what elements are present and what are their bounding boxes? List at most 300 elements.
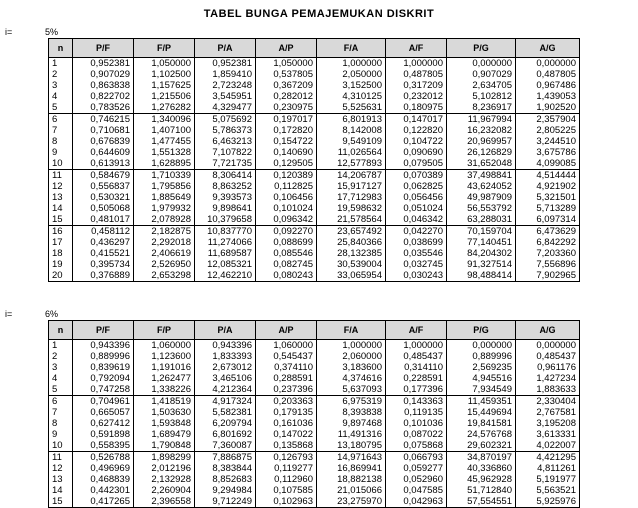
factor-cell: 0,120389 (256, 170, 317, 182)
factor-cell: 1,898299 (134, 452, 195, 464)
factor-cell: 0,282012 (256, 91, 317, 102)
factor-cell: 1,710339 (134, 170, 195, 182)
factor-cell: 0,746215 (73, 114, 134, 126)
factor-cell: 0,558395 (73, 440, 134, 452)
factor-cell: 0,487805 (516, 69, 580, 80)
column-header: A/G (516, 39, 580, 58)
factor-cell: 0,415521 (73, 248, 134, 259)
period-cell: 15 (49, 496, 73, 508)
factor-cell: 0,889996 (447, 351, 516, 362)
period-cell: 4 (49, 91, 73, 102)
column-header: P/G (447, 39, 516, 58)
factor-cell: 0,161036 (256, 418, 317, 429)
factor-cell: 5,713289 (516, 203, 580, 214)
factor-cell: 0,747258 (73, 384, 134, 396)
rate-value: 6% (45, 309, 59, 319)
factor-cell: 5,321501 (516, 192, 580, 203)
period-cell: 10 (49, 158, 73, 170)
factor-cell: 0,943396 (73, 340, 134, 352)
factor-cell: 0,197017 (256, 114, 317, 126)
factor-cell: 0,126793 (256, 452, 317, 464)
factor-cell: 0,442301 (73, 485, 134, 496)
factor-cell: 0,112825 (256, 181, 317, 192)
factor-cell: 0,487805 (386, 69, 447, 80)
table-row (49, 69, 580, 80)
table-row (49, 226, 580, 238)
factor-cell: 7,721735 (195, 158, 256, 170)
factor-cell: 57,554551 (447, 496, 516, 508)
factor-cell: 1,191016 (134, 362, 195, 373)
factor-cell: 7,360087 (195, 440, 256, 452)
table-row (49, 147, 580, 158)
factor-cell: 84,204302 (447, 248, 516, 259)
factor-cell: 0,943396 (195, 340, 256, 352)
factor-cell: 6,097314 (516, 214, 580, 226)
factor-cell: 0,505068 (73, 203, 134, 214)
factor-cell: 4,945516 (447, 373, 516, 384)
factor-cell: 3,613331 (516, 429, 580, 440)
header-row (49, 321, 580, 340)
factor-cell: 2,653298 (134, 270, 195, 282)
factor-cell: 0,468839 (73, 474, 134, 485)
factor-cell: 4,310125 (317, 91, 386, 102)
period-cell: 8 (49, 418, 73, 429)
factor-cell: 7,203360 (516, 248, 580, 259)
factor-cell: 5,102812 (447, 91, 516, 102)
factor-cell: 5,786373 (195, 125, 256, 136)
factor-cell: 18,882138 (317, 474, 386, 485)
table-row (49, 237, 580, 248)
factor-cell: 1,157625 (134, 80, 195, 91)
factor-cell: 0,485437 (386, 351, 447, 362)
factor-cell: 0,106456 (256, 192, 317, 203)
factor-cell: 0,704961 (73, 396, 134, 408)
factor-cell: 11,026564 (317, 147, 386, 158)
factor-cell: 0,314110 (386, 362, 447, 373)
page-title: TABEL BUNGA PEMAJEMUKAN DISKRIT (203, 8, 435, 20)
factor-cell: 0,085546 (256, 248, 317, 259)
period-cell: 7 (49, 125, 73, 136)
column-header: P/F (73, 39, 134, 58)
factor-cell: 23,275970 (317, 496, 386, 508)
period-cell: 4 (49, 373, 73, 384)
factor-cell: 9,712249 (195, 496, 256, 508)
factor-cell: 0,082745 (256, 259, 317, 270)
factor-cell: 0,087022 (386, 429, 447, 440)
factor-cell: 1,102500 (134, 69, 195, 80)
column-header: A/F (386, 321, 447, 340)
factor-cell: 0,000000 (447, 58, 516, 70)
period-cell: 14 (49, 485, 73, 496)
factor-cell: 0,232012 (386, 91, 447, 102)
factor-cell: 4,099085 (516, 158, 580, 170)
factor-cell: 77,140451 (447, 237, 516, 248)
factor-cell: 19,598632 (317, 203, 386, 214)
factor-cell: 10,837770 (195, 226, 256, 238)
factor-cell: 98,488414 (447, 270, 516, 282)
factor-cell: 0,180975 (386, 102, 447, 114)
factor-cell: 0,070389 (386, 170, 447, 182)
factor-cell: 31,652048 (447, 158, 516, 170)
factor-cell: 1,439053 (516, 91, 580, 102)
table-row (49, 485, 580, 496)
column-header: A/F (386, 39, 447, 58)
column-header: P/F (73, 321, 134, 340)
factor-cell: 5,075692 (195, 114, 256, 126)
factor-cell: 0,179135 (256, 407, 317, 418)
factor-cell: 7,934549 (447, 384, 516, 396)
factor-cell: 4,811261 (516, 463, 580, 474)
factor-cell: 12,085321 (195, 259, 256, 270)
factor-cell: 1,795856 (134, 181, 195, 192)
factor-cell: 4,917324 (195, 396, 256, 408)
factor-cell: 1,123600 (134, 351, 195, 362)
rate-value: 5% (45, 27, 59, 37)
column-header: n (49, 39, 73, 58)
factor-cell: 0,237396 (256, 384, 317, 396)
factor-cell: 2,060000 (317, 351, 386, 362)
period-cell: 12 (49, 181, 73, 192)
factor-cell: 0,783526 (73, 102, 134, 114)
factor-cell: 0,952381 (195, 58, 256, 70)
factor-cell: 0,000000 (516, 340, 580, 352)
factor-cell: 0,496969 (73, 463, 134, 474)
factor-cell: 29,602321 (447, 440, 516, 452)
factor-cell: 0,154722 (256, 136, 317, 147)
factor-cell: 1,790848 (134, 440, 195, 452)
period-cell: 5 (49, 102, 73, 114)
factor-cell: 0,147017 (386, 114, 447, 126)
factor-cell: 2,767581 (516, 407, 580, 418)
factor-cell: 0,374110 (256, 362, 317, 373)
factor-cell: 3,545951 (195, 91, 256, 102)
factor-cell: 0,395734 (73, 259, 134, 270)
factor-cell: 11,967994 (447, 114, 516, 126)
factor-cell: 0,526788 (73, 452, 134, 464)
factor-cell: 8,383844 (195, 463, 256, 474)
factor-cell: 24,576768 (447, 429, 516, 440)
factor-cell: 2,526950 (134, 259, 195, 270)
factor-cell: 1,276282 (134, 102, 195, 114)
factor-cell: 1,883633 (516, 384, 580, 396)
table-row (49, 181, 580, 192)
factor-cell: 0,101024 (256, 203, 317, 214)
factor-cell: 1,477455 (134, 136, 195, 147)
factor-cell: 0,967486 (516, 80, 580, 91)
factor-cell: 0,172820 (256, 125, 317, 136)
table-row (49, 384, 580, 396)
factor-cell: 0,143363 (386, 396, 447, 408)
period-cell: 6 (49, 114, 73, 126)
factor-cell: 14,206787 (317, 170, 386, 182)
table-row (49, 58, 580, 70)
interest-table-5 (48, 38, 580, 282)
column-header: F/P (134, 39, 195, 58)
period-cell: 13 (49, 474, 73, 485)
factor-cell: 8,306414 (195, 170, 256, 182)
period-cell: 20 (49, 270, 73, 282)
factor-cell: 1,689479 (134, 429, 195, 440)
factor-cell: 2,569235 (447, 362, 516, 373)
factor-cell: 11,459351 (447, 396, 516, 408)
factor-cell: 91,327514 (447, 259, 516, 270)
factor-cell: 1,000000 (317, 58, 386, 70)
factor-cell: 1,418519 (134, 396, 195, 408)
factor-cell: 0,584679 (73, 170, 134, 182)
factor-cell: 0,961176 (516, 362, 580, 373)
factor-cell: 15,449694 (447, 407, 516, 418)
header-row (49, 39, 580, 58)
factor-cell: 0,907029 (447, 69, 516, 80)
factor-cell: 14,971643 (317, 452, 386, 464)
factor-cell: 12,577893 (317, 158, 386, 170)
factor-cell: 2,078928 (134, 214, 195, 226)
factor-cell: 9,549109 (317, 136, 386, 147)
factor-cell: 0,485437 (516, 351, 580, 362)
factor-cell: 0,889996 (73, 351, 134, 362)
period-cell: 15 (49, 214, 73, 226)
factor-cell: 0,042963 (386, 496, 447, 508)
factor-cell: 0,119135 (386, 407, 447, 418)
period-cell: 12 (49, 463, 73, 474)
factor-cell: 1,503630 (134, 407, 195, 418)
factor-cell: 3,152500 (317, 80, 386, 91)
factor-cell: 0,436297 (73, 237, 134, 248)
factor-cell: 23,657492 (317, 226, 386, 238)
factor-cell: 4,022007 (516, 440, 580, 452)
factor-cell: 0,481017 (73, 214, 134, 226)
factor-cell: 19,841581 (447, 418, 516, 429)
table-row (49, 214, 580, 226)
factor-cell: 0,092270 (256, 226, 317, 238)
table-row (49, 373, 580, 384)
factor-cell: 9,393573 (195, 192, 256, 203)
factor-cell: 1,060000 (134, 340, 195, 352)
factor-cell: 4,514444 (516, 170, 580, 182)
factor-cell: 1,833393 (195, 351, 256, 362)
factor-cell: 0,458112 (73, 226, 134, 238)
factor-cell: 8,863252 (195, 181, 256, 192)
factor-cell: 1,902520 (516, 102, 580, 114)
factor-cell: 0,000000 (516, 58, 580, 70)
column-header: n (49, 321, 73, 340)
factor-cell: 8,142008 (317, 125, 386, 136)
period-cell: 18 (49, 248, 73, 259)
factor-cell: 0,556837 (73, 181, 134, 192)
rate-prefix: i= (5, 27, 13, 37)
factor-cell: 2,292018 (134, 237, 195, 248)
factor-cell: 0,417265 (73, 496, 134, 508)
column-header: F/A (317, 321, 386, 340)
factor-cell: 7,107822 (195, 147, 256, 158)
factor-cell: 0,530321 (73, 192, 134, 203)
factor-cell: 0,107585 (256, 485, 317, 496)
table-row (49, 125, 580, 136)
factor-cell: 0,056456 (386, 192, 447, 203)
factor-cell: 2,673012 (195, 362, 256, 373)
factor-cell: 7,886875 (195, 452, 256, 464)
factor-cell: 2,050000 (317, 69, 386, 80)
factor-cell: 4,421295 (516, 452, 580, 464)
table-row (49, 429, 580, 440)
factor-cell: 2,357904 (516, 114, 580, 126)
factor-cell: 0,537805 (256, 69, 317, 80)
factor-cell: 34,870197 (447, 452, 516, 464)
table-row (49, 362, 580, 373)
factor-cell: 0,863838 (73, 80, 134, 91)
factor-cell: 5,582381 (195, 407, 256, 418)
factor-cell: 30,539004 (317, 259, 386, 270)
factor-cell: 3,244510 (516, 136, 580, 147)
factor-cell: 0,088699 (256, 237, 317, 248)
factor-cell: 0,177396 (386, 384, 447, 396)
factor-cell: 0,000000 (447, 340, 516, 352)
factor-cell: 0,052960 (386, 474, 447, 485)
table-row (49, 170, 580, 182)
table-row (49, 351, 580, 362)
factor-cell: 0,147022 (256, 429, 317, 440)
factor-cell: 1,340096 (134, 114, 195, 126)
factor-cell: 63,288031 (447, 214, 516, 226)
factor-cell: 0,038699 (386, 237, 447, 248)
period-cell: 5 (49, 384, 73, 396)
table-row (49, 474, 580, 485)
period-cell: 8 (49, 136, 73, 147)
factor-cell: 26,126829 (447, 147, 516, 158)
period-cell: 1 (49, 58, 73, 70)
column-header: P/A (195, 39, 256, 58)
interest-table-6 (48, 320, 580, 508)
table-row (49, 452, 580, 464)
factor-cell: 11,689587 (195, 248, 256, 259)
factor-cell: 8,393838 (317, 407, 386, 418)
factor-cell: 0,062825 (386, 181, 447, 192)
factor-cell: 0,317209 (386, 80, 447, 91)
factor-cell: 9,294984 (195, 485, 256, 496)
factor-cell: 12,462210 (195, 270, 256, 282)
factor-cell: 49,987909 (447, 192, 516, 203)
factor-cell: 4,921902 (516, 181, 580, 192)
factor-cell: 0,710681 (73, 125, 134, 136)
period-cell: 6 (49, 396, 73, 408)
factor-cell: 0,090690 (386, 147, 447, 158)
factor-cell: 0,839619 (73, 362, 134, 373)
factor-cell: 11,274066 (195, 237, 256, 248)
period-cell: 13 (49, 192, 73, 203)
rate-prefix: i= (5, 309, 13, 319)
factor-cell: 0,129505 (256, 158, 317, 170)
column-header: A/G (516, 321, 580, 340)
factor-cell: 11,491316 (317, 429, 386, 440)
factor-cell: 6,209794 (195, 418, 256, 429)
factor-cell: 16,232082 (447, 125, 516, 136)
column-header: A/P (256, 321, 317, 340)
factor-cell: 5,637093 (317, 384, 386, 396)
period-cell: 1 (49, 340, 73, 352)
factor-cell: 1,060000 (256, 340, 317, 352)
factor-cell: 2,182875 (134, 226, 195, 238)
factor-cell: 15,917127 (317, 181, 386, 192)
factor-cell: 0,046342 (386, 214, 447, 226)
period-cell: 14 (49, 203, 73, 214)
table-row (49, 248, 580, 259)
factor-cell: 45,962928 (447, 474, 516, 485)
column-header: A/P (256, 39, 317, 58)
factor-cell: 0,051024 (386, 203, 447, 214)
table-row (49, 418, 580, 429)
factor-cell: 13,180795 (317, 440, 386, 452)
factor-cell: 2,805225 (516, 125, 580, 136)
factor-cell: 56,553792 (447, 203, 516, 214)
factor-cell: 0,376889 (73, 270, 134, 282)
factor-cell: 1,000000 (317, 340, 386, 352)
factor-cell: 0,644609 (73, 147, 134, 158)
factor-cell: 1,979932 (134, 203, 195, 214)
factor-cell: 25,840366 (317, 237, 386, 248)
factor-cell: 1,262477 (134, 373, 195, 384)
factor-cell: 3,675786 (516, 147, 580, 158)
column-header: P/A (195, 321, 256, 340)
factor-cell: 16,869941 (317, 463, 386, 474)
factor-cell: 0,230975 (256, 102, 317, 114)
factor-cell: 0,288591 (256, 373, 317, 384)
factor-cell: 3,183600 (317, 362, 386, 373)
factor-cell: 2,634705 (447, 80, 516, 91)
table-row (49, 192, 580, 203)
factor-cell: 1,215506 (134, 91, 195, 102)
factor-cell: 0,059277 (386, 463, 447, 474)
factor-cell: 0,591898 (73, 429, 134, 440)
factor-cell: 7,556896 (516, 259, 580, 270)
factor-cell: 0,104722 (386, 136, 447, 147)
period-cell: 9 (49, 429, 73, 440)
factor-cell: 1,593848 (134, 418, 195, 429)
factor-cell: 6,801692 (195, 429, 256, 440)
column-header: F/A (317, 39, 386, 58)
factor-cell: 5,925976 (516, 496, 580, 508)
factor-cell: 4,329477 (195, 102, 256, 114)
period-cell: 2 (49, 351, 73, 362)
period-cell: 11 (49, 452, 73, 464)
factor-cell: 1,050000 (256, 58, 317, 70)
factor-cell: 9,897468 (317, 418, 386, 429)
factor-cell: 1,000000 (386, 340, 447, 352)
factor-cell: 20,969957 (447, 136, 516, 147)
factor-cell: 2,132928 (134, 474, 195, 485)
factor-cell: 1,338226 (134, 384, 195, 396)
factor-cell: 0,079505 (386, 158, 447, 170)
period-cell: 3 (49, 362, 73, 373)
factor-cell: 3,195208 (516, 418, 580, 429)
factor-cell: 0,096342 (256, 214, 317, 226)
factor-cell: 0,112960 (256, 474, 317, 485)
factor-cell: 2,406619 (134, 248, 195, 259)
factor-cell: 40,336860 (447, 463, 516, 474)
table-row (49, 136, 580, 147)
factor-cell: 0,119277 (256, 463, 317, 474)
factor-cell: 1,628895 (134, 158, 195, 170)
factor-cell: 0,203363 (256, 396, 317, 408)
factor-cell: 0,042270 (386, 226, 447, 238)
period-cell: 9 (49, 147, 73, 158)
table-row (49, 407, 580, 418)
factor-cell: 0,030243 (386, 270, 447, 282)
factor-cell: 6,975319 (317, 396, 386, 408)
factor-cell: 3,465106 (195, 373, 256, 384)
period-cell: 19 (49, 259, 73, 270)
period-cell: 7 (49, 407, 73, 418)
factor-cell: 5,191977 (516, 474, 580, 485)
